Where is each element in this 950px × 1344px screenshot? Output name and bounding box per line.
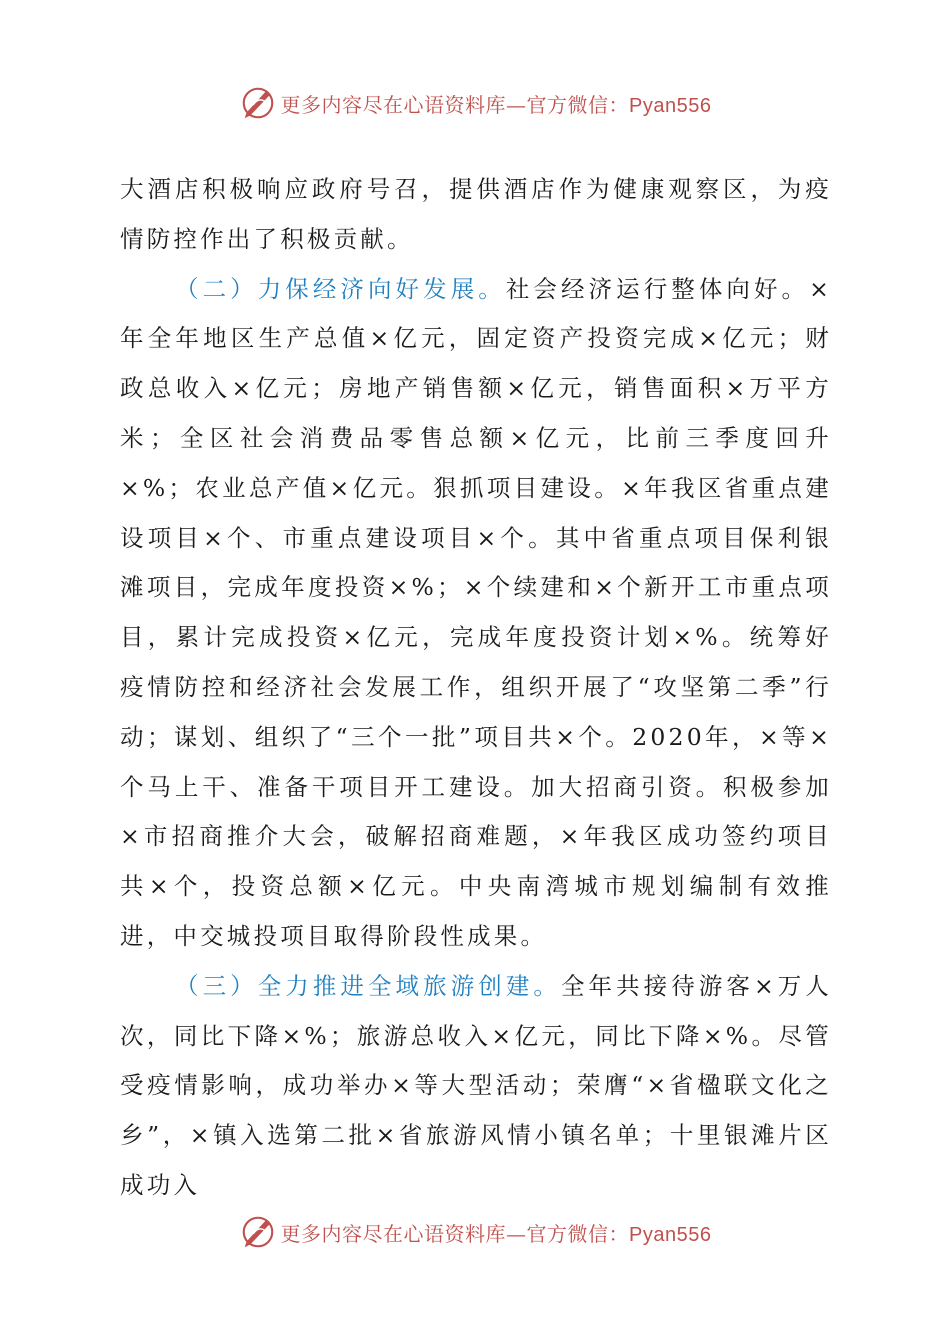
paragraph-3 xyxy=(120,962,832,1211)
wechat-id: Pyan556 xyxy=(629,1223,712,1246)
section-heading-3: （三）全力推进全域旅游创建。 xyxy=(175,971,561,1000)
paragraph-2 xyxy=(120,265,832,962)
bottom-banner xyxy=(0,1212,950,1252)
banner-text: 更多内容尽在心语资料库—官方微信：Pyan556 xyxy=(280,1221,712,1246)
document-body xyxy=(120,165,832,1211)
paragraph-1-body: 大酒店积极响应政府号召，提供酒店作为健康观察区，为疫情防控作出了积极贡献。 xyxy=(120,175,832,253)
top-banner xyxy=(0,83,950,123)
pen-logo-icon xyxy=(239,1213,277,1251)
paragraph-2-body: 社会经济运行整体向好。×年全年地区生产总值×亿元，固定资产投资完成×亿元；财政总收入×亿元；房地产销售额×亿元，销售面积×万平方米；全区社会消费品零售总额×亿元，比前三季度回升×%；农业总产值×亿元。狠抓项目建设。×年我区省重点建设项目×个、市重点建设项目×个。其中省重点项目保利银滩项目，完成年度投资×%；×个续建和×个新开工市重点项目，累计完成投资×亿元，完成年度投资计划×%。统筹好疫情防控和经济社会发展工作，组织开展了“攻坚第二季”行动；谋划、组织了“三个一批”项目共×个。2020年，×等×个马上干、准备干项目开工建设。加大招商引资。积极参加×市招商推介大会，破解招商难题，×年我区成功签约项目共×个，投资总额×亿元。中央南湾城市规划编制有效推进，中交城投项目取得阶段性成果。 xyxy=(120,274,832,950)
section-heading-2: （二）力保经济向好发展。 xyxy=(175,274,506,303)
banner-text: 更多内容尽在心语资料库—官方微信：Pyan556 xyxy=(280,92,712,117)
paragraph-3-body: 全年共接待游客×万人次，同比下降×%；旅游总收入×亿元，同比下降×%。尽管受疫情影响，成功举办×等大型活动；荣膺“×省楹联文化之乡”，×镇入选第二批×省旅游风情小镇名单；十里银滩片区成功入 xyxy=(120,971,832,1199)
pen-logo-icon xyxy=(239,84,277,122)
paragraph-1 xyxy=(120,165,832,265)
wechat-id: Pyan556 xyxy=(629,94,712,117)
